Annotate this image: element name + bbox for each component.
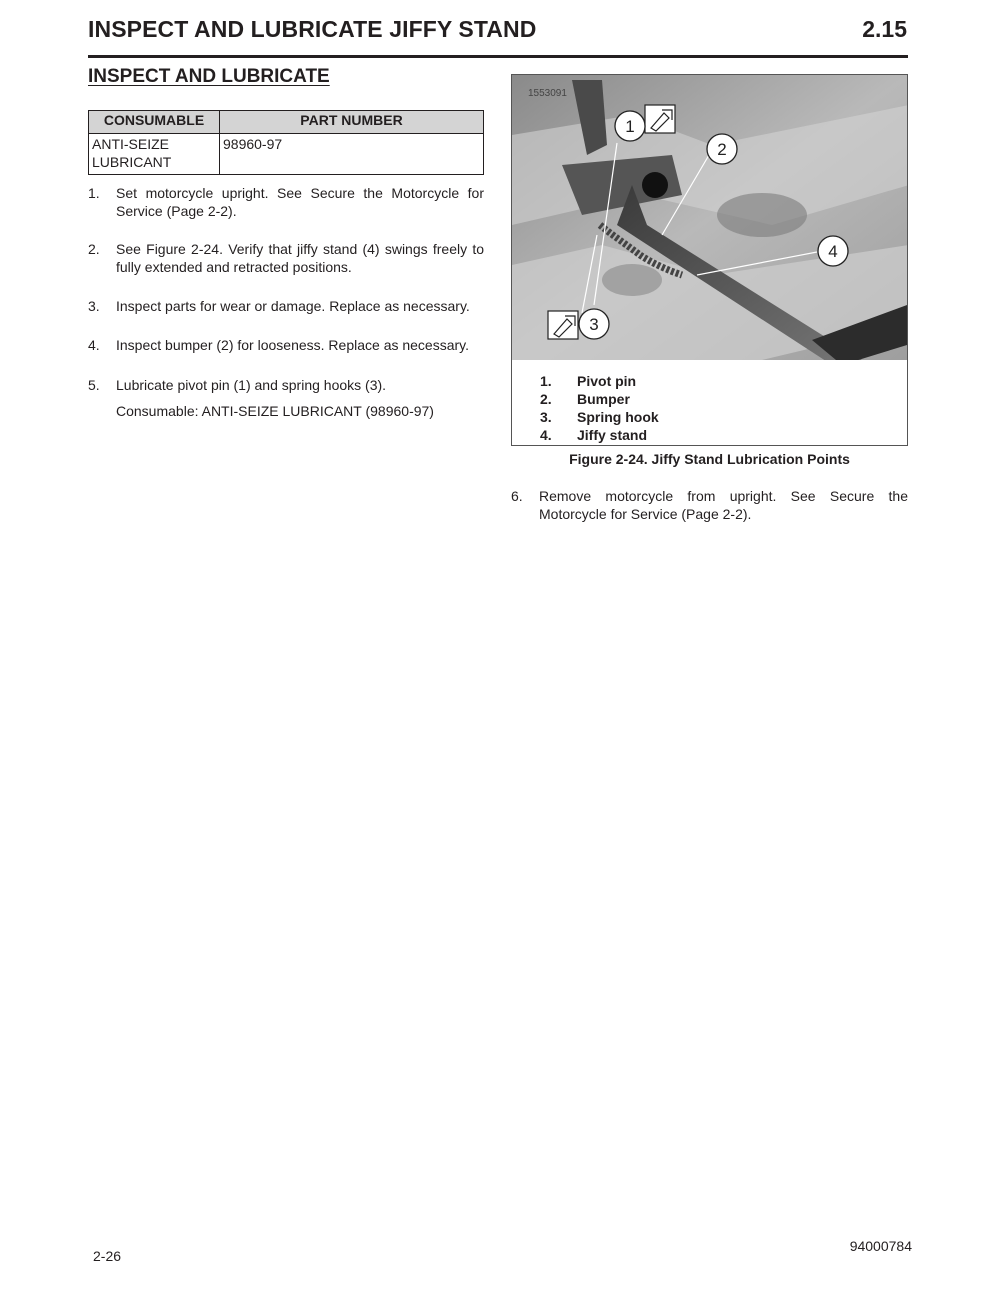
header-rule	[88, 55, 908, 58]
legend-number: 2.	[540, 391, 552, 407]
legend-number: 3.	[540, 409, 552, 425]
legend-label: Jiffy stand	[577, 427, 648, 443]
callout-3: 3	[589, 315, 599, 334]
step-number: 4.	[88, 337, 100, 353]
step-text: Inspect parts for wear or damage. Replace as necessary.	[116, 298, 470, 314]
step-number: 1.	[88, 185, 100, 201]
table-header-consumable: CONSUMABLE	[89, 111, 220, 134]
page-number: 2-26	[93, 1248, 122, 1264]
step-number: 6.	[511, 488, 523, 504]
figure-2-24	[511, 74, 908, 446]
callout-2: 2	[717, 140, 727, 159]
step-2	[88, 240, 484, 276]
lubricate-icon	[548, 311, 578, 339]
step-5	[88, 376, 484, 420]
callout-1: 1	[625, 117, 635, 136]
figure-caption: Figure 2-24. Jiffy Stand Lubrication Points	[569, 451, 850, 467]
legend-number: 1.	[540, 373, 552, 389]
step-4	[88, 336, 484, 354]
step-number: 2.	[88, 241, 100, 257]
consumable-cell: ANTI-SEIZE LUBRICANT	[89, 134, 220, 175]
step-text: Inspect bumper (2) for looseness. Replace as necessary.	[116, 337, 470, 353]
jiffy-stand-photo	[512, 75, 908, 446]
document-number: 94000784	[849, 1238, 912, 1254]
table-row	[89, 134, 484, 175]
consumables-table	[88, 110, 484, 175]
step-text: Set motorcycle upright. See Secure the Motorcycle for Service (Page 2-2).	[116, 185, 484, 219]
legend-label: Spring hook	[577, 409, 659, 425]
step-1	[88, 184, 484, 220]
legend-label: Pivot pin	[577, 373, 637, 389]
legend-number: 4.	[540, 427, 552, 443]
section-number: 2.15	[862, 16, 907, 42]
step-number: 3.	[88, 298, 100, 314]
step-text: See Figure 2-24. Verify that jiffy stand (4) swings freely to fully extended and retracted positions.	[116, 241, 484, 275]
section-title: INSPECT AND LUBRICATE	[88, 66, 330, 87]
step-text: Remove motorcycle from upright. See Secure the Motorcycle for Service (Page 2-2).	[539, 488, 908, 522]
part-number-cell: 98960-97	[220, 134, 484, 175]
lubricate-icon	[645, 105, 675, 133]
figure-image-code: 1553091	[528, 88, 567, 99]
callout-4: 4	[828, 242, 838, 261]
step-3	[88, 297, 484, 315]
table-header-part-number: PART NUMBER	[220, 111, 484, 134]
step-number: 5.	[88, 377, 100, 393]
page-header-title: INSPECT AND LUBRICATE JIFFY STAND	[88, 16, 537, 42]
step-note: Consumable: ANTI-SEIZE LUBRICANT (98960-97)	[116, 403, 434, 419]
step-text: Lubricate pivot pin (1) and spring hooks (3).	[116, 377, 387, 393]
step-6	[511, 487, 908, 523]
legend-label: Bumper	[577, 391, 630, 407]
